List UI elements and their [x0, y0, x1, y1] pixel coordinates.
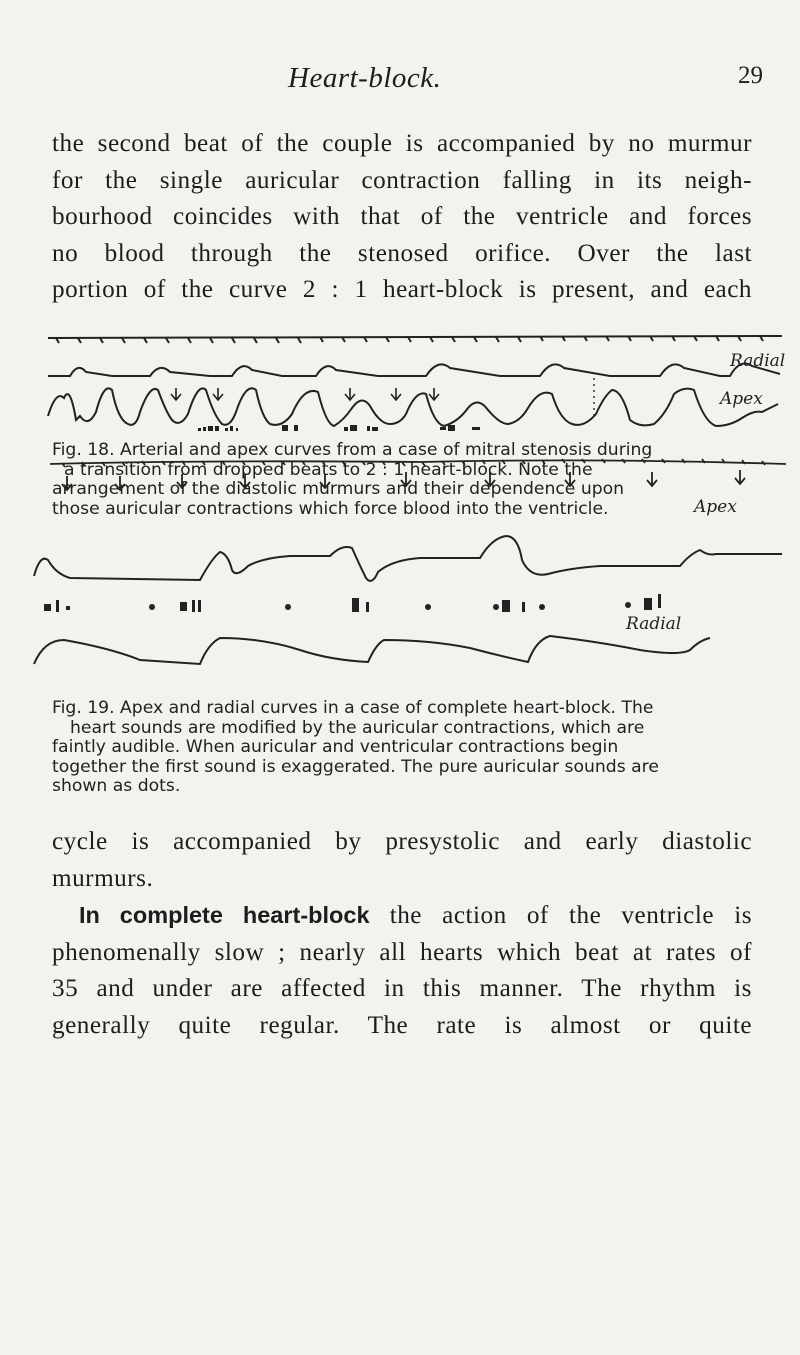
- paragraph-bottom: [52, 824, 752, 1044]
- apex-curve: [34, 536, 782, 581]
- label-radial: Radial: [730, 351, 786, 371]
- text-line: murmurs.: [52, 864, 154, 892]
- caption-line: faintly audible. When auricular and ventricular contractions begin: [52, 737, 619, 757]
- apex-curve: [48, 388, 778, 426]
- figure-19-caption: [52, 699, 752, 797]
- caption-line: heart sounds are modified by the auricular contractions, which are: [70, 717, 645, 738]
- label-radial: Radial: [626, 614, 682, 634]
- text-line-with-run-in: [52, 897, 752, 935]
- caption-line: arrangement of the diastolic murmurs and their dependence upon: [52, 479, 625, 499]
- caption-line: those auricular contractions which force blood into the ventricle.: [52, 498, 609, 519]
- text-line: phenomenally slow ; nearly all hearts which beat at rates of: [52, 938, 752, 966]
- paragraph-top: [52, 126, 752, 309]
- text-line: 35 and under are affected in this manner. The rhythm is: [52, 975, 752, 1002]
- text-line: for the single auricular contraction falling in its neigh-: [52, 166, 752, 194]
- sound-marks: [198, 425, 480, 431]
- figure-18-tracing: [0, 324, 800, 434]
- text-line: no blood through the stenosed orifice. Over the last: [52, 239, 752, 267]
- text-line: the second beat of the couple is accompanied by no murmur: [52, 130, 752, 157]
- radial-curve: [34, 636, 710, 664]
- running-head: [0, 62, 800, 102]
- text-fragment: the action of the ventricle is: [369, 902, 752, 929]
- running-title: Heart-block.: [288, 62, 442, 94]
- radial-curve: [48, 364, 780, 376]
- figure-19-curves: [0, 514, 800, 724]
- label-apex: Apex: [720, 389, 763, 409]
- text-line: generally quite regular. The rate is almost or quite: [52, 1011, 752, 1039]
- caption-line: Fig. 19. Apex and radial curves in a case of complete heart-block. The: [52, 698, 654, 718]
- arrow-marks: [62, 470, 745, 490]
- label-apex: Apex: [694, 497, 737, 517]
- caption-line: shown as dots.: [52, 776, 181, 796]
- figure-18: [0, 324, 800, 434]
- text-line: portion of the curve 2 : 1 heart-block is present, and each: [52, 276, 752, 303]
- text-line: bourhood coincides with that of the ventricle and forces: [52, 203, 752, 230]
- caption-line: a transition from dropped beats to 2 : 1 heart-block. Note the: [64, 459, 593, 480]
- text-line: cycle is accompanied by presystolic and early diastolic: [52, 828, 752, 855]
- time-marker-line: [50, 460, 786, 464]
- caption-line: Fig. 18. Arterial and apex curves from a case of mitral stenosis during: [52, 440, 653, 460]
- caption-line: together the first sound is exaggerated. The pure auricular sounds are: [52, 756, 659, 777]
- run-in-heading: In complete heart-block: [79, 902, 370, 928]
- sound-marks: [44, 594, 661, 612]
- page-number: 29: [738, 62, 763, 89]
